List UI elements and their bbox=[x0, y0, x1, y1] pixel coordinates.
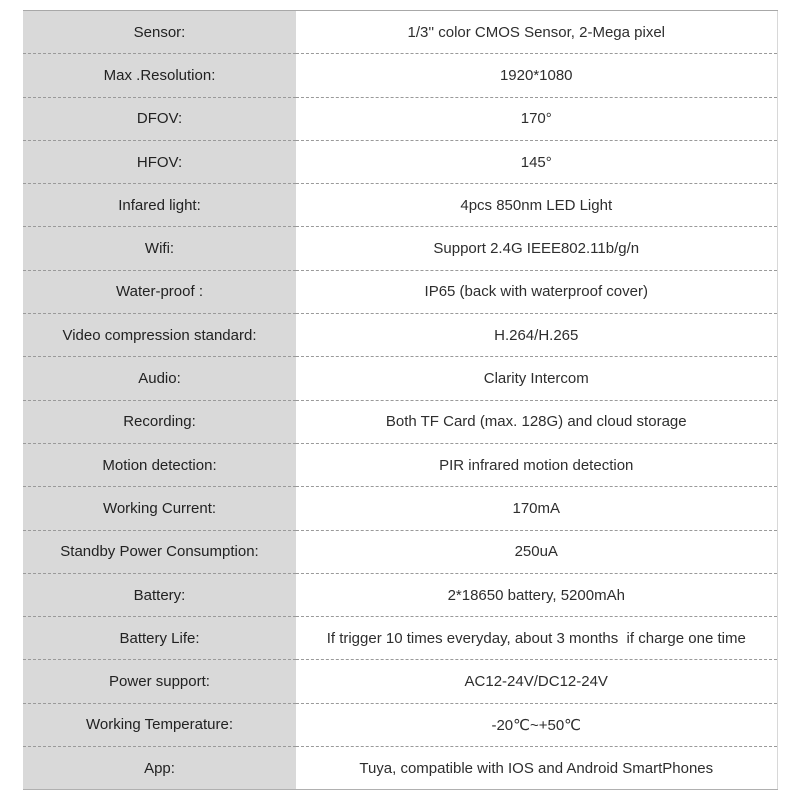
spec-value: 250uA bbox=[296, 530, 777, 573]
spec-value: -20℃~+50℃ bbox=[296, 703, 777, 746]
spec-label: Working Current: bbox=[23, 487, 296, 530]
spec-value: 1/3'' color CMOS Sensor, 2-Mega pixel bbox=[296, 11, 777, 54]
spec-row-wifi bbox=[23, 227, 777, 270]
spec-value: If trigger 10 times everyday, about 3 months if charge one time bbox=[296, 617, 777, 660]
spec-label: DFOV: bbox=[23, 97, 296, 140]
spec-value: 1920*1080 bbox=[296, 54, 777, 97]
spec-value: 170° bbox=[296, 97, 777, 140]
spec-row-audio bbox=[23, 357, 777, 400]
spec-value: H.264/H.265 bbox=[296, 314, 777, 357]
spec-value: AC12-24V/DC12-24V bbox=[296, 660, 777, 703]
spec-label: Power support: bbox=[23, 660, 296, 703]
spec-row-video-compression bbox=[23, 314, 777, 357]
spec-row-working-temperature bbox=[23, 703, 777, 746]
spec-label: Standby Power Consumption: bbox=[23, 530, 296, 573]
spec-value: 145° bbox=[296, 140, 777, 183]
spec-value: IP65 (back with waterproof cover) bbox=[296, 270, 777, 313]
spec-row-recording bbox=[23, 400, 777, 443]
spec-value: PIR infrared motion detection bbox=[296, 443, 777, 486]
spec-label: Recording: bbox=[23, 400, 296, 443]
spec-value: Both TF Card (max. 128G) and cloud storage bbox=[296, 400, 777, 443]
spec-label: Battery Life: bbox=[23, 617, 296, 660]
spec-label: Video compression standard: bbox=[23, 314, 296, 357]
spec-value: Tuya, compatible with IOS and Android SmartPhones bbox=[296, 747, 777, 790]
spec-row-battery-life bbox=[23, 617, 777, 660]
spec-value: Clarity Intercom bbox=[296, 357, 777, 400]
spec-label: Infared light: bbox=[23, 184, 296, 227]
spec-label: HFOV: bbox=[23, 140, 296, 183]
spec-row-water-proof bbox=[23, 270, 777, 313]
spec-label: Wifi: bbox=[23, 227, 296, 270]
spec-row-motion-detection bbox=[23, 443, 777, 486]
spec-row-standby-power bbox=[23, 530, 777, 573]
spec-label: Sensor: bbox=[23, 11, 296, 54]
spec-label: Battery: bbox=[23, 573, 296, 616]
spec-row-sensor bbox=[23, 11, 777, 54]
spec-row-dfov bbox=[23, 97, 777, 140]
spec-label: Max .Resolution: bbox=[23, 54, 296, 97]
spec-row-infared-light bbox=[23, 184, 777, 227]
spec-row-working-current bbox=[23, 487, 777, 530]
spec-row-max-resolution bbox=[23, 54, 777, 97]
spec-label: Audio: bbox=[23, 357, 296, 400]
spec-row-battery bbox=[23, 573, 777, 616]
spec-label: Working Temperature: bbox=[23, 703, 296, 746]
spec-label: App: bbox=[23, 747, 296, 790]
spec-label: Motion detection: bbox=[23, 443, 296, 486]
spec-value: 2*18650 battery, 5200mAh bbox=[296, 573, 777, 616]
spec-value: 170mA bbox=[296, 487, 777, 530]
spec-label: Water-proof : bbox=[23, 270, 296, 313]
spec-row-hfov bbox=[23, 140, 777, 183]
spec-row-power-support bbox=[23, 660, 777, 703]
spec-row-app bbox=[23, 747, 777, 790]
spec-table-body bbox=[23, 11, 777, 790]
spec-value: Support 2.4G IEEE802.11b/g/n bbox=[296, 227, 777, 270]
spec-value: 4pcs 850nm LED Light bbox=[296, 184, 777, 227]
spec-table bbox=[23, 10, 778, 790]
